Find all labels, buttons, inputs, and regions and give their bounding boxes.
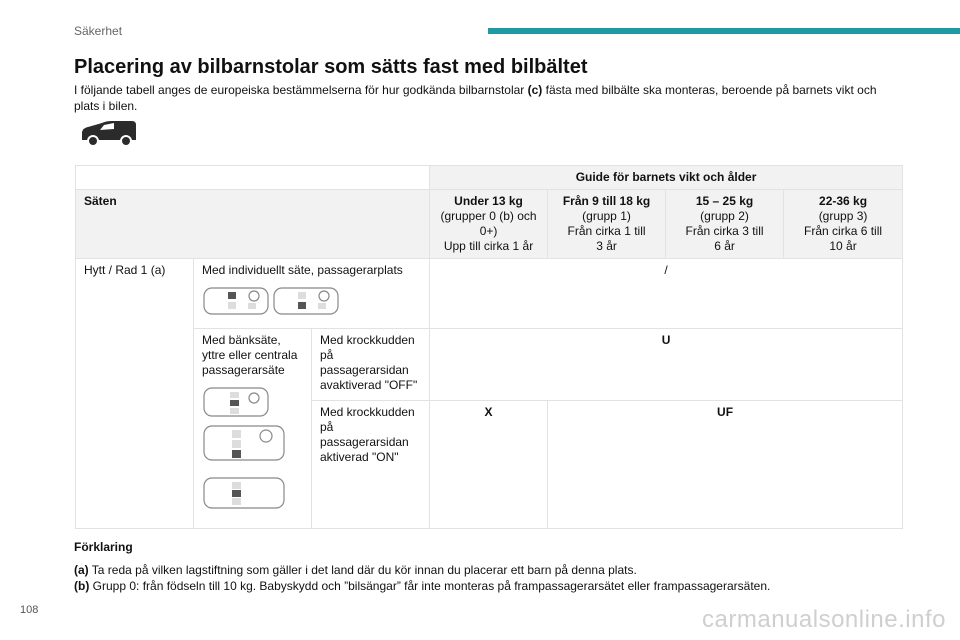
bench-seat-cell [194, 329, 312, 529]
group-weight: 22-36 kg [819, 194, 868, 208]
legend-title: Förklaring [74, 540, 133, 554]
airbag-off-value: U [430, 329, 903, 401]
guide-header: Guide för barnets vikt och ålder [430, 166, 903, 190]
airbag-on-label: Med krockkudden på passagerarsidan aktiverad "ON" [312, 401, 430, 529]
group-line: 3 år [596, 239, 617, 253]
page-title: Placering av bilbarnstolar som sätts fast med bilbältet [74, 56, 588, 78]
individual-seat-label: Med individuellt säte, passagerarplats [202, 263, 403, 277]
legend-ref-a: (a) [74, 563, 89, 577]
group-line: (grupper 0 (b) och [440, 209, 537, 223]
group-header [784, 190, 903, 259]
seat-layout-icons [202, 286, 421, 316]
group-line: Från cirka 1 till [567, 224, 646, 238]
group-line: 10 år [829, 239, 857, 253]
legend-item-b [74, 578, 934, 594]
seat-layout-icons [202, 386, 303, 510]
group-line: Från cirka 6 till [804, 224, 883, 238]
group-line: (grupp 1) [582, 209, 631, 223]
group-line: 0+) [479, 224, 498, 238]
bench-seat-label: Med bänksäte, yttre eller centrala passagerarsäte [202, 333, 298, 377]
intro-ref-c: (c) [527, 83, 543, 97]
seat-layout-icon [202, 286, 342, 316]
group-line: Upp till cirka 1 år [443, 239, 534, 253]
legend-item-a [74, 562, 934, 578]
intro-paragraph [74, 82, 894, 114]
group-weight: Under 13 kg [454, 194, 523, 208]
group-line: (grupp 3) [818, 209, 868, 223]
section-accent-bar [488, 28, 960, 34]
seat-layout-icon [202, 386, 286, 510]
airbag-on-value-groups: UF [548, 401, 903, 529]
group-header [666, 190, 784, 259]
child-seat-table [75, 165, 903, 529]
group-weight: Från 9 till 18 kg [562, 194, 651, 208]
legend-text-b: Grupp 0: från födseln till 10 kg. Babyskydd och ”bilsängar” får inte monteras på frampassagerarsätet eller frampassagerarsäten. [89, 579, 771, 593]
section-label: Säkerhet [74, 24, 123, 38]
group-weight: 15 – 25 kg [695, 194, 754, 208]
table-corner-cell [76, 166, 430, 190]
watermark: carmanualsonline.info [702, 606, 946, 633]
legend-text-a: Ta reda på vilken lagstiftning som gäller i det land där du kör innan du placerar ett barn på denna plats. [88, 563, 637, 577]
group-header [548, 190, 666, 259]
group-line: (grupp 2) [700, 209, 749, 223]
intro-text-b: fästa med bilbälte ska monteras, beroende på barnets vikt och plats i bilen. [74, 83, 877, 113]
van-icon [80, 120, 138, 148]
airbag-on-value-group0: X [430, 401, 548, 529]
individual-seat-cell [194, 259, 430, 329]
row-label-cab: Hytt / Rad 1 (a) [76, 259, 194, 529]
individual-seat-value: / [430, 259, 903, 329]
group-line: 6 år [714, 239, 735, 253]
legend [74, 562, 934, 594]
group-header [430, 190, 548, 259]
seats-header: Säten [76, 190, 430, 259]
legend-ref-b: (b) [74, 579, 90, 593]
intro-text-a: I följande tabell anges de europeiska bestämmelserna för hur godkända bilbarnstolar [74, 83, 528, 97]
group-line: Från cirka 3 till [685, 224, 764, 238]
page-number: 108 [20, 604, 39, 616]
airbag-off-label: Med krockkudden på passagerarsidan avaktiverad "OFF" [312, 329, 430, 401]
